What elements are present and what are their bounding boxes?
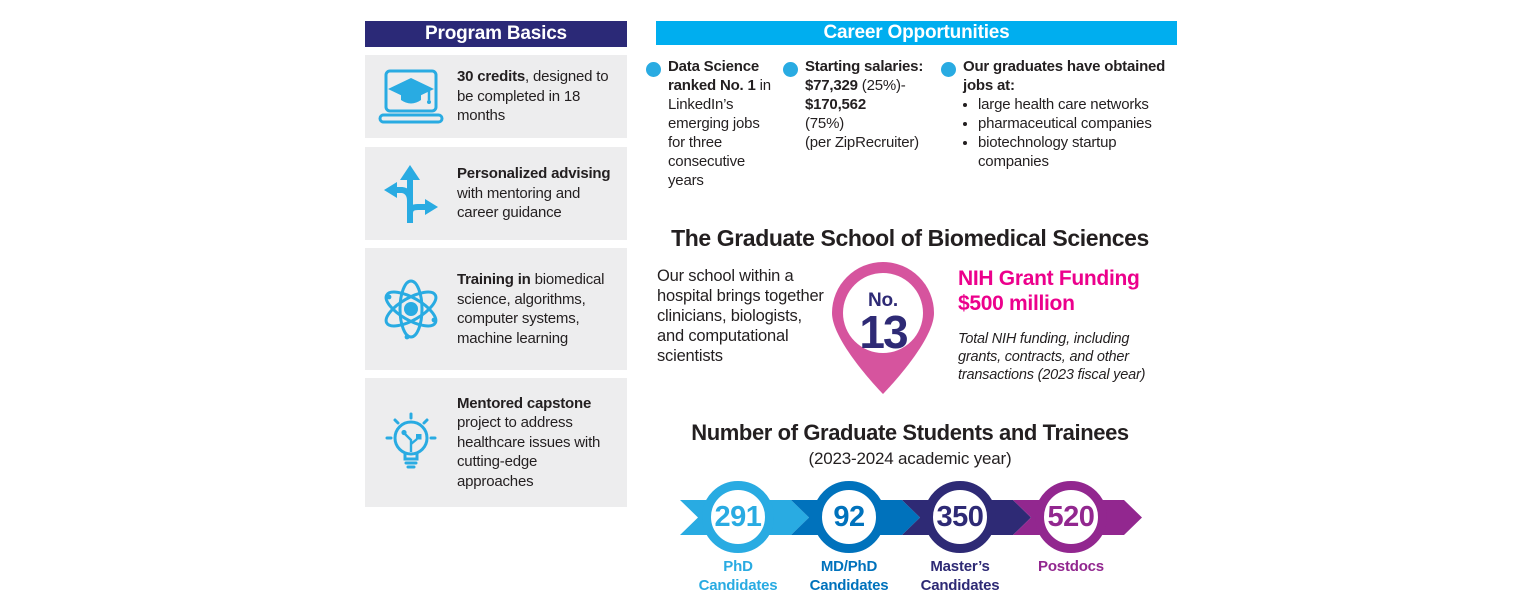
job-item: • pharmaceutical companies bbox=[978, 114, 1183, 133]
program-card-capstone bbox=[365, 378, 627, 507]
career-opportunities-title: Career Opportunities bbox=[823, 22, 1010, 43]
jobs-list bbox=[963, 95, 1183, 171]
salaries-lead: Starting salaries: bbox=[805, 58, 924, 75]
salary-pct-low: (25%)- bbox=[857, 77, 906, 94]
program-card-credits bbox=[365, 55, 627, 138]
card-rest: biomedical science, algorithms, computer systems, machine learning bbox=[457, 271, 605, 347]
student-category-label: Postdocs bbox=[1038, 558, 1104, 575]
program-card-text bbox=[457, 394, 623, 492]
career-col-ranking bbox=[668, 57, 776, 190]
career-col-jobs bbox=[963, 57, 1183, 171]
career-opportunities-header bbox=[656, 21, 1177, 45]
card-rest: , designed to be completed in 18 months bbox=[457, 68, 609, 125]
bullet-dot bbox=[941, 62, 956, 77]
program-basics-title: Program Basics bbox=[425, 23, 567, 44]
atom-icon bbox=[365, 275, 457, 343]
students-subtitle: (2023-2024 academic year) bbox=[808, 449, 1012, 468]
nih-heading-line2: $500 million bbox=[958, 292, 1075, 315]
jobs-lead: Our graduates have obtained jobs at: bbox=[963, 58, 1166, 94]
salary-amount-low: $77,329 bbox=[805, 77, 858, 94]
ranking-rest: in LinkedIn’s emerging jobs for three consecutive years bbox=[668, 77, 771, 189]
job-item: • biotechnology startup companies bbox=[978, 133, 1183, 171]
program-card-training bbox=[365, 248, 627, 370]
bullet-dot bbox=[783, 62, 798, 77]
program-card-advising bbox=[365, 147, 627, 240]
card-lead: Personalized advising bbox=[457, 165, 611, 183]
bullet-dot bbox=[646, 62, 661, 77]
salary-pct-high: (75%) bbox=[805, 115, 845, 132]
card-lead: Mentored capstone bbox=[457, 394, 592, 412]
card-lead: Training in bbox=[457, 271, 531, 288]
rank-prefix: No. bbox=[867, 290, 899, 311]
rank-number: 13 bbox=[859, 306, 907, 358]
nih-funding-note: Total NIH funding, including grants, contracts, and other transactions (2023 fiscal year) bbox=[958, 331, 1146, 383]
students-title: Number of Graduate Students and Trainees bbox=[691, 420, 1129, 445]
student-category-label: PhD Candidates bbox=[698, 558, 778, 594]
graduate-school-description: Our school within a hospital brings together clinicians, biologists, and computational scientists bbox=[657, 267, 824, 365]
career-col-salaries bbox=[805, 57, 950, 152]
program-card-text bbox=[457, 270, 623, 348]
salary-source: (per ZipRecruiter) bbox=[805, 134, 919, 151]
card-rest: with mentoring and career guidance bbox=[457, 184, 581, 222]
nih-heading-line1: NIH Grant Funding bbox=[958, 267, 1140, 290]
student-category-label: Master’s Candidates bbox=[920, 558, 1000, 594]
card-lead: 30 credits bbox=[457, 68, 526, 86]
lightbulb-circuit-icon bbox=[365, 408, 457, 478]
branching-arrows-icon bbox=[365, 161, 457, 227]
student-count-circle: 291 bbox=[702, 481, 774, 553]
student-count-circle: 350 bbox=[924, 481, 996, 553]
laptop-graduation-icon bbox=[365, 69, 457, 125]
graduate-school-title: The Graduate School of Biomedical Sciences bbox=[671, 225, 1149, 251]
job-item: • large health care networks bbox=[978, 95, 1183, 114]
student-category-label: MD/PhD Candidates bbox=[809, 558, 889, 594]
program-basics-header bbox=[365, 21, 627, 47]
student-count-circle: 520 bbox=[1035, 481, 1107, 553]
student-count-circle: 92 bbox=[813, 481, 885, 553]
rank-pin bbox=[822, 258, 944, 397]
card-rest: project to address healthcare issues with cutting-edge approaches bbox=[457, 414, 601, 490]
program-card-text bbox=[457, 164, 623, 223]
nih-funding-heading bbox=[958, 266, 1188, 316]
ranking-lead: Data Science ranked No. 1 bbox=[668, 58, 759, 94]
salary-amount-high: $170,562 bbox=[805, 96, 866, 113]
program-card-text bbox=[457, 67, 623, 126]
